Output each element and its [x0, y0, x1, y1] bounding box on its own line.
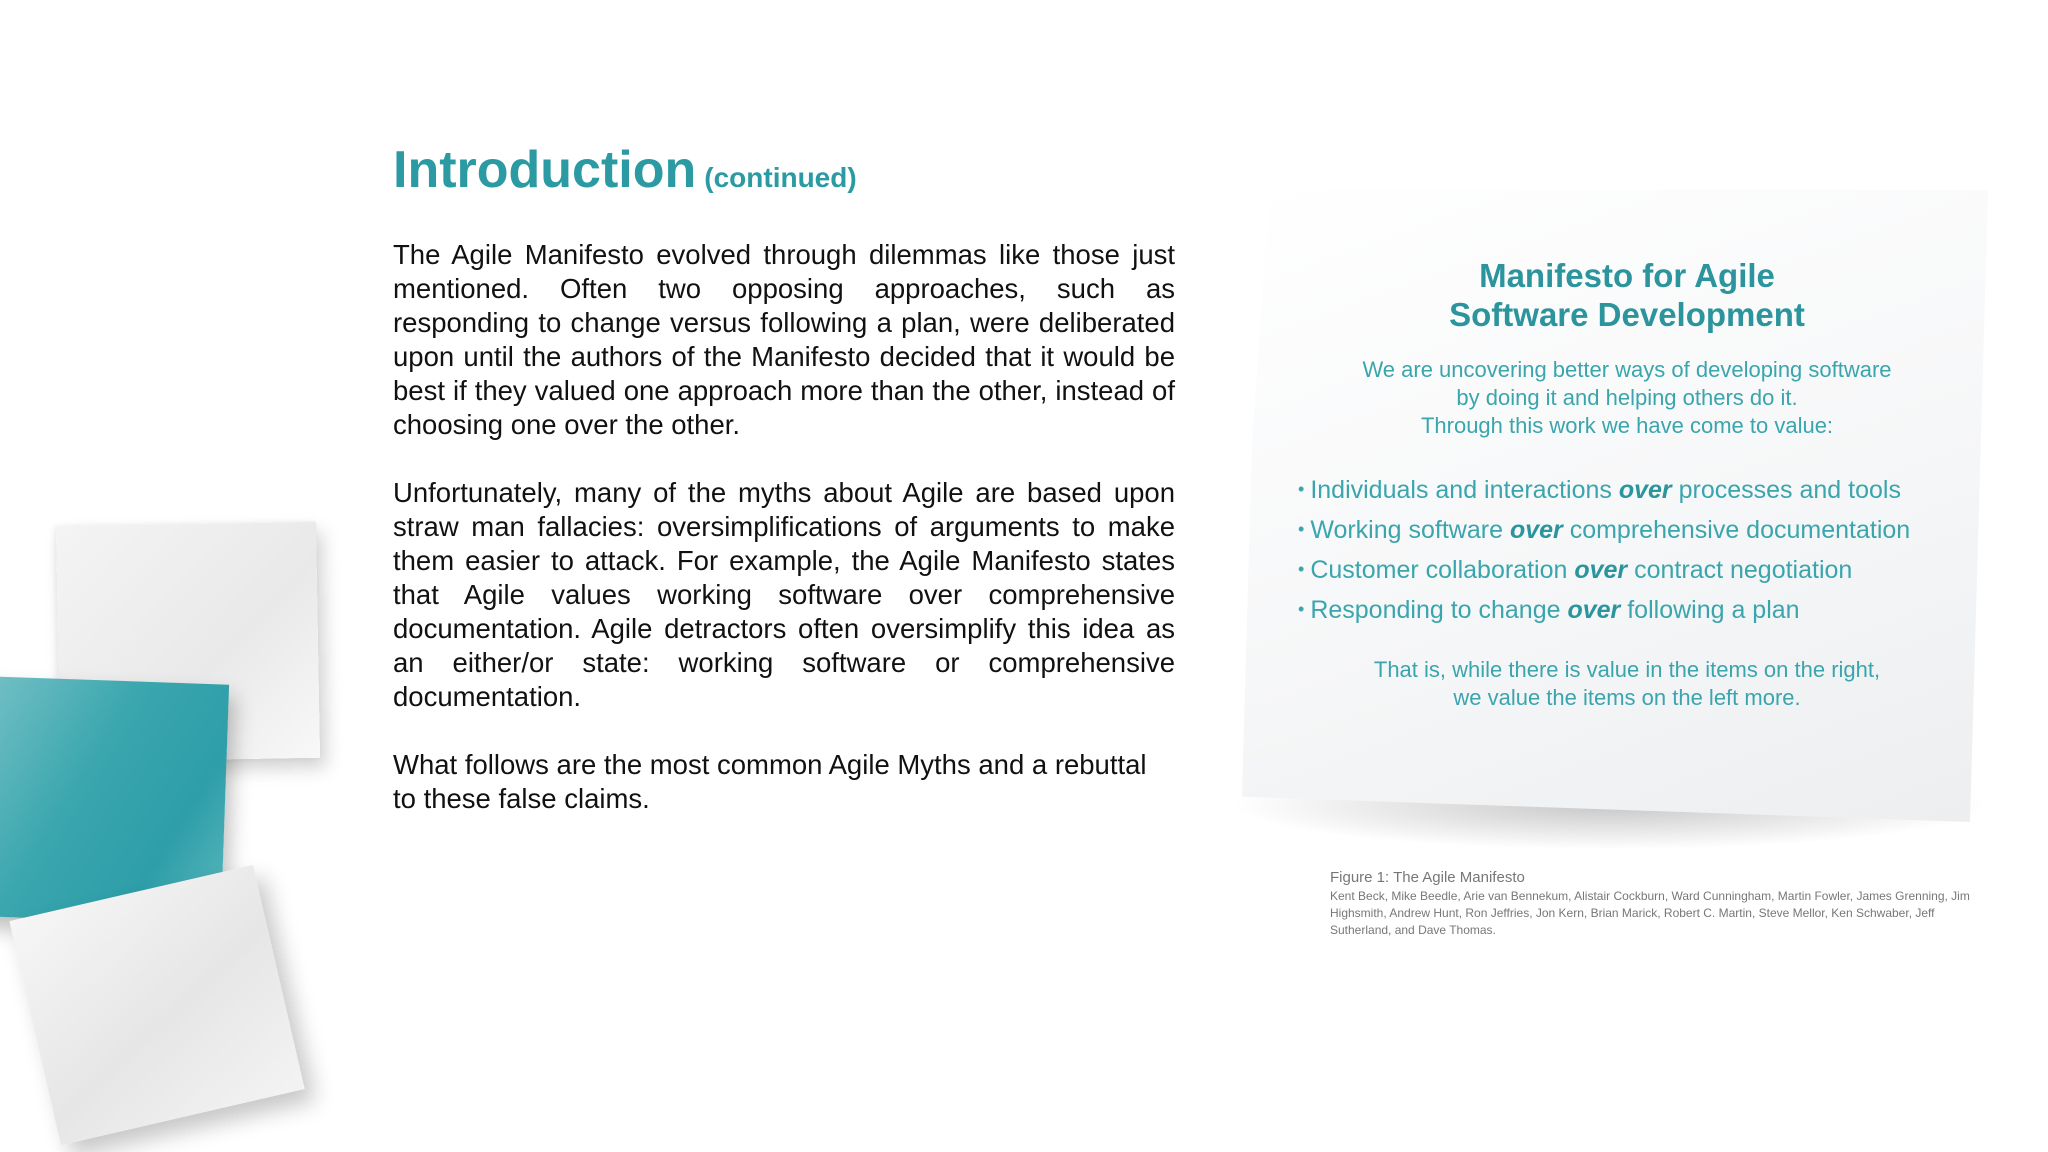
caption-title: Figure 1: The Agile Manifesto [1330, 869, 1525, 886]
manifesto-title [1262, 256, 1992, 334]
manifesto-value-item [1262, 550, 1992, 590]
value-over: over [1567, 596, 1621, 624]
value-over: over [1509, 516, 1563, 544]
manifesto-closing [1262, 656, 1992, 712]
manifesto-figure [1262, 256, 1992, 712]
value-right: processes and tools [1678, 476, 1901, 504]
manifesto-value-item [1262, 470, 1992, 510]
value-right: following a plan [1627, 596, 1800, 624]
caption-authors: Kent Beck, Mike Beedle, Arie van Bennekum, Alistair Cockburn, Ward Cunningham, Martin Fowler, James Grenning, Jim Highsmith, Andrew Hunt, Ron Jeffries, Jon Kern, Brian Marick, Robert C. Martin, Steve Mellor, Ken Schwaber, Jeff Sutherland, and Dave Thomas. [1330, 889, 1970, 937]
figure-caption [1330, 868, 1980, 939]
page-title-main: Introduction [393, 141, 697, 199]
manifesto-closing-line1: That is, while there is value in the items on the right, [1373, 657, 1881, 682]
bullet-icon: • [1298, 599, 1305, 619]
manifesto-intro-line1: We are uncovering better ways of developing software [1362, 357, 1892, 382]
manifesto-value-item [1262, 510, 1992, 550]
manifesto-title-line2: Software Development [1449, 296, 1805, 333]
value-left: Responding to change [1310, 596, 1561, 624]
bullet-icon: • [1298, 519, 1305, 539]
manifesto-value-item [1262, 590, 1992, 630]
value-over: over [1574, 556, 1628, 584]
manifesto-closing-line2: we value the items on the left more. [1453, 685, 1801, 710]
value-left: Working software [1310, 516, 1503, 544]
bullet-icon: • [1298, 559, 1305, 579]
value-left: Customer collaboration [1310, 556, 1568, 584]
value-left: Individuals and interactions [1310, 476, 1612, 504]
body-paragraph-3: What follows are the most common Agile Myths and a rebuttal to these false claims. [393, 749, 1147, 814]
body-paragraph-2: Unfortunately, many of the myths about Agile are based upon straw man fallacies: oversimplifications of arguments to make them easier to attack. For example, the Agile Manifesto states that Agile values working software over comprehensive documentation. Agile detractors often oversimplify this idea as an either/or state: working software or comprehensive documentation. [393, 477, 1175, 712]
page-title [393, 140, 857, 200]
value-right: contract negotiation [1634, 556, 1853, 584]
value-over: over [1618, 476, 1672, 504]
body-paragraph-1: The Agile Manifesto evolved through dilemmas like those just mentioned. Often two opposing approaches, such as responding to change versus following a plan, were deliberated upon until the authors of the Manifesto decided that it would be best if they valued one approach more than the other, instead of choosing one over the other. [393, 239, 1175, 440]
value-right: comprehensive documentation [1569, 516, 1911, 544]
body-text [393, 238, 1175, 850]
manifesto-intro-line2: by doing it and helping others do it. [1456, 385, 1798, 410]
manifesto-values-list [1262, 470, 1992, 630]
bullet-icon: • [1298, 479, 1305, 499]
manifesto-intro-line3: Through this work we have come to value: [1420, 413, 1834, 438]
manifesto-title-line1: Manifesto for Agile [1479, 257, 1775, 294]
page-title-subtitle: (continued) [704, 162, 857, 193]
manifesto-intro [1262, 356, 1992, 440]
